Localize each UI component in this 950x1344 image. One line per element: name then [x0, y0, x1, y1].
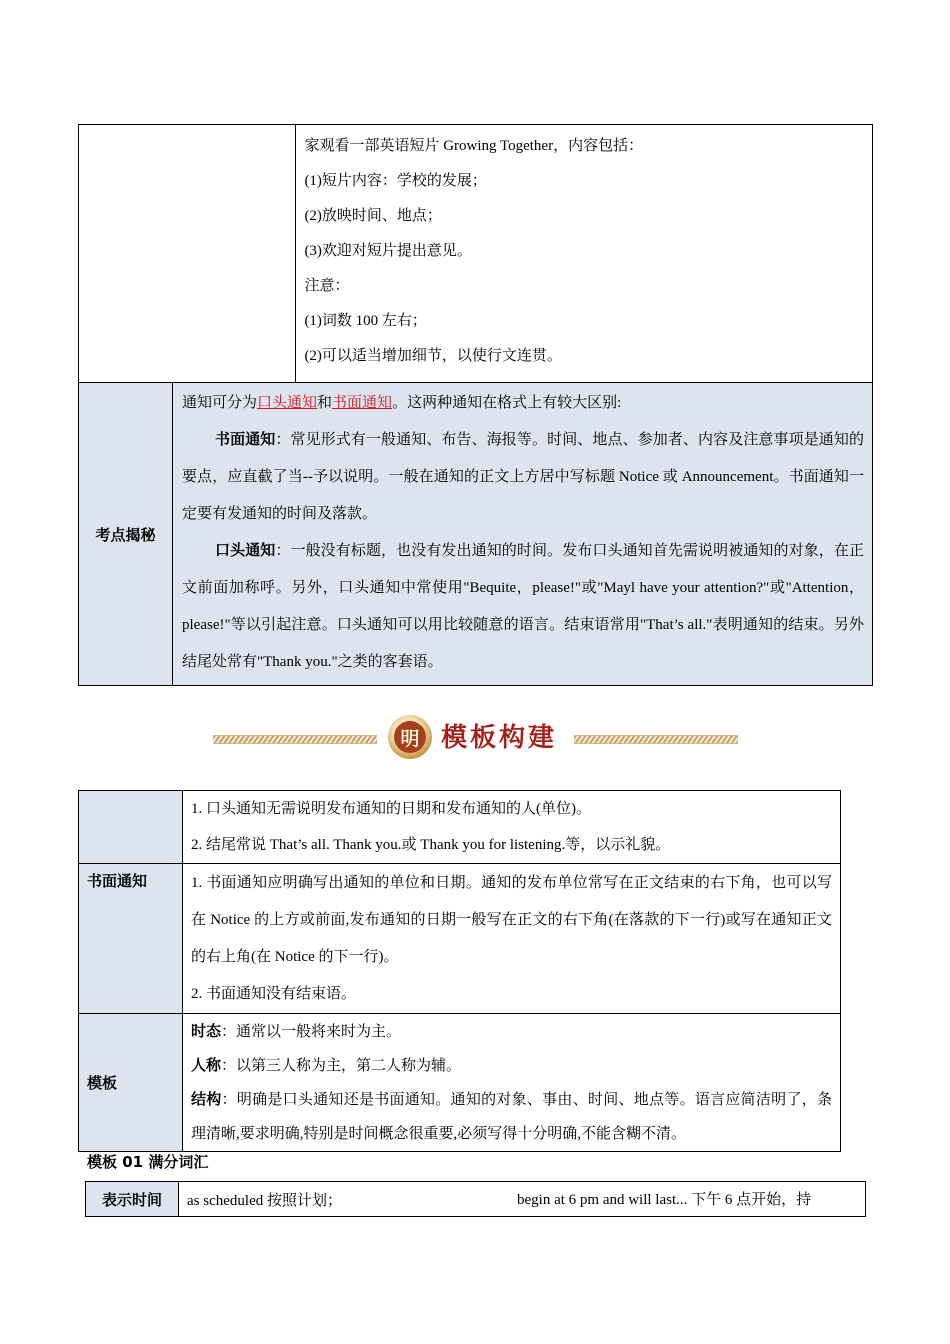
task-table — [78, 124, 873, 686]
task-left-cell — [79, 125, 296, 383]
task-line: (2)可以适当增加细节，以使行文连贯。 — [304, 348, 562, 364]
oral-point: 2. 结尾常说 That’s all. Thank you.或 Thank you for listening.等，以示礼貌。 — [191, 837, 671, 853]
vocab-phrase: begin at 6 pm and will last... 下午 6 点开始，持 — [517, 1192, 812, 1208]
written-point: 2. 书面通知没有结束语。 — [191, 986, 357, 1002]
structure-point: 结构：明确是口头通知还是书面通知。通知的对象、事由、时间、地点等。语言应简洁明了，条理清晰,要求明确,特别是时间概念很重要,必须写得十分明确,不能含糊不清。 — [191, 1092, 832, 1142]
written-notice-title: 书面通知 — [215, 432, 276, 448]
banner-stripe-left — [213, 735, 377, 744]
kaodian-intro: 通知可分为口头通知和书面通知。这两种通知在格式上有较大区别: — [182, 395, 622, 411]
vocab-row-label: 表示时间 — [86, 1182, 179, 1217]
task-line: (1)词数 100 左右； — [304, 313, 427, 329]
kaodian-content — [173, 383, 873, 686]
vocab-table — [85, 1181, 866, 1217]
vocab-row-content — [179, 1182, 866, 1217]
task-line: (3)欢迎对短片提出意见。 — [304, 243, 472, 259]
template-label: 模板 — [79, 1014, 183, 1152]
banner-stripe-right — [574, 735, 738, 744]
vocab-heading: 模板 01 满分词汇 — [87, 1153, 209, 1171]
kaodian-label: 考点揭秘 — [79, 383, 173, 686]
template-points-cell — [183, 1014, 841, 1152]
section-banner — [213, 713, 738, 763]
written-point: 1. 书面通知应明确写出通知的单位和日期。通知的发布单位常写在正文结束的右下角，也可以写在 Notice 的上方或前面,发布通知的日期一般写在正文的右下角(在落款的下一行)或写在通知正文的右上角(在 Notice 的下一行)。 — [191, 875, 832, 965]
oral-label-cell — [79, 791, 183, 864]
oral-point: 1. 口头通知无需说明发布通知的日期和发布通知的人(单位)。 — [191, 801, 591, 817]
tense-point: 时态：通常以一般将来时为主。 — [191, 1024, 402, 1040]
person-point: 人称：以第三人称为主，第二人称为辅。 — [191, 1058, 462, 1074]
banner-badge-icon: 明 — [388, 715, 432, 759]
task-line: 家观看一部英语短片 Growing Together，内容包括： — [304, 138, 644, 154]
template-table — [78, 790, 841, 1152]
written-notice-highlight: 书面通知 — [332, 395, 393, 411]
written-label: 书面通知 — [79, 864, 183, 1014]
task-line: 注意： — [304, 278, 350, 294]
task-line: (2)放映时间、地点； — [304, 208, 442, 224]
oral-notice-title: 口头通知 — [215, 543, 276, 559]
oral-notice-paragraph: 口头通知：一般没有标题，也没有发出通知的时间。发布口头通知首先需说明被通知的对象，在正文前面加称呼。另外，口头通知中常使用"Bequite，please!"或"Mayl have your attention?"或"Attention，please!"等以引起注意。口头通知可以用比较随意的语言。结束语常用"That’s all."表明通知的结束。另外结尾处常有"Thank you."之类的客套语。 — [182, 543, 864, 670]
written-notice-paragraph: 书面通知：常见形式有一般通知、布告、海报等。时间、地点、参加者、内容及注意事项是通知的要点，应直截了当--予以说明。一般在通知的正文上方居中写标题 Notice 或 Announcement。书面通知一定要有发通知的时间及落款。 — [182, 432, 864, 522]
vocab-phrase: as scheduled 按照计划； — [187, 1192, 342, 1209]
task-line: (1)短片内容：学校的发展； — [304, 173, 487, 189]
banner-title: 模板构建 — [441, 723, 558, 753]
oral-notice-highlight: 口头通知 — [257, 395, 318, 411]
oral-points-cell — [183, 791, 841, 864]
written-points-cell — [183, 864, 841, 1014]
task-content-cell — [296, 125, 873, 383]
